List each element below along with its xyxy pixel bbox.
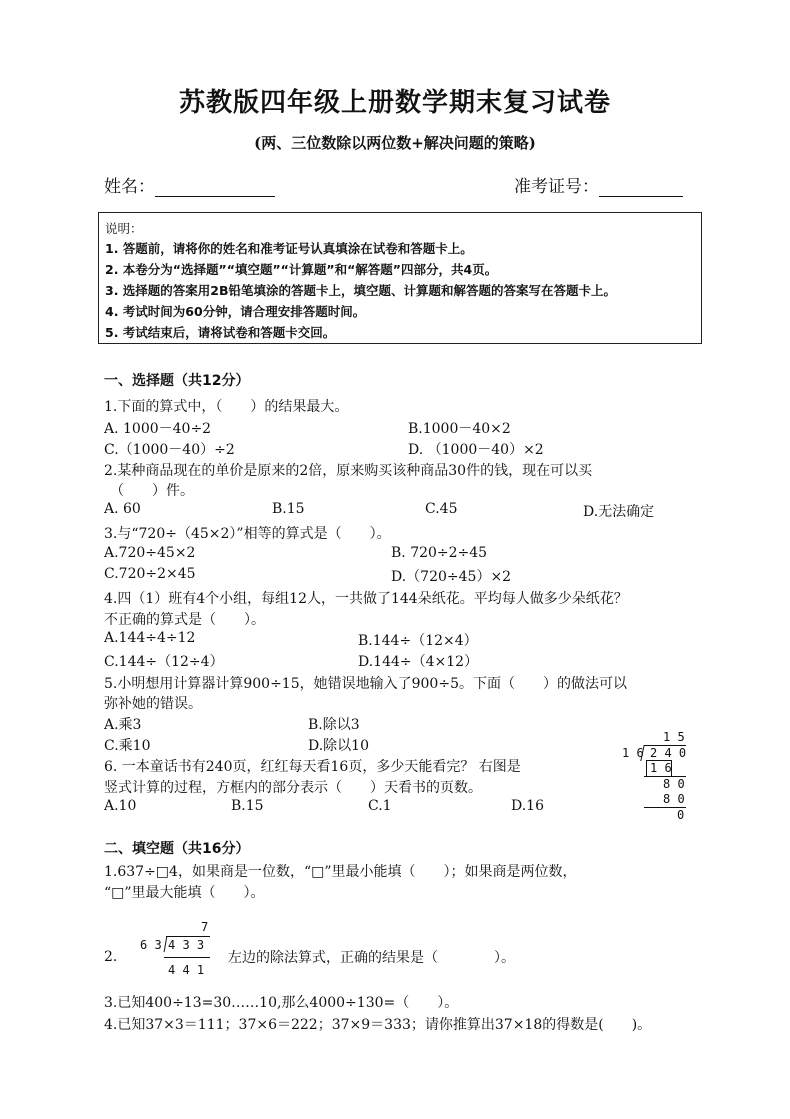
question-stem-cont: “□”里最大能填（ ）。 [104, 885, 265, 901]
id-field[interactable] [514, 172, 683, 197]
division-dividend: 4 3 3 [168, 938, 205, 952]
division-boxed-product: 1 6 [650, 761, 672, 775]
question-stem: 4.已知37×3＝111；37×6＝222；37×9＝333；请你推算出37×18的得数是( )。 [104, 1017, 652, 1033]
option-d[interactable]: D. （1000－40）×2 [408, 442, 544, 458]
option-a[interactable]: A.10 [104, 798, 137, 814]
option-d[interactable]: D.144÷（4×12） [358, 654, 479, 670]
option-a[interactable]: A.144÷4÷12 [104, 630, 196, 646]
notice-item: 5. 考试结束后，请将试卷和答题卡交回。 [105, 325, 336, 340]
notice-heading: 说明： [105, 221, 143, 236]
option-b[interactable]: B.144÷（12×4） [358, 633, 478, 649]
question-stem-cont: 不正确的算式是（ ）。 [104, 612, 265, 628]
question-stem: 3.与“720÷（45×2）”相等的算式是（ ）。 [104, 526, 391, 542]
id-blank[interactable] [599, 178, 683, 197]
section-heading-choice: 一、选择题（共12分） [104, 373, 250, 389]
division-final-remainder: 0 [677, 808, 685, 822]
option-b[interactable]: B. 720÷2÷45 [391, 545, 488, 561]
option-d[interactable]: D.除以10 [308, 738, 369, 754]
question-stem: 左边的除法算式，正确的结果是（ ）。 [228, 950, 515, 966]
division-divisor: 1 6 [622, 746, 644, 760]
option-a[interactable]: A.720÷45×2 [104, 545, 196, 561]
question-stem: 5.小明想用计算器计算900÷15，她错误地输入了900÷5。下面（ ）的做法可以 [104, 676, 627, 692]
option-a[interactable]: A. 60 [104, 501, 141, 517]
option-c[interactable]: C.45 [425, 501, 458, 517]
option-c[interactable]: C.720÷2×45 [104, 566, 196, 582]
option-c[interactable]: C.乘10 [104, 738, 151, 754]
page-title: 苏教版四年级上册数学期末复习试卷 [178, 88, 611, 118]
option-b[interactable]: B.除以3 [308, 717, 360, 733]
question-stem: 3.已知400÷13=30……10,那么4000÷130=（ ）。 [104, 995, 459, 1011]
division-product: 4 4 1 [168, 963, 205, 977]
division-remainder-1: 8 0 [663, 777, 685, 791]
division-bar [166, 936, 210, 937]
division-divisor: 6 3 [140, 938, 162, 952]
division-quotient: 7 [201, 920, 209, 934]
option-a[interactable]: A. 1000－40÷2 [104, 421, 212, 437]
option-b[interactable]: B.15 [231, 798, 264, 814]
question-stem: 1.637÷□4，如果商是一位数，“□”里最小能填（ ）；如果商是两位数， [104, 864, 577, 880]
option-d[interactable]: D.（720÷45）×2 [391, 569, 512, 585]
name-blank[interactable] [155, 178, 275, 197]
option-a[interactable]: A.乘3 [104, 717, 142, 733]
section-heading-fill: 二、填空题（共16分） [104, 841, 250, 857]
division-line [164, 957, 210, 958]
question-stem-cont: 弥补她的错误。 [104, 696, 202, 712]
question-stem-cont: 竖式计算的过程，方框内的部分表示（ ）天看书的页数。 [104, 780, 482, 796]
question-stem: 2.某种商品现在的单价是原来的2倍，原来购买该种商品30件的钱，现在可以买 [104, 463, 593, 479]
notice-item: 4. 考试时间为60分钟，请合理安排答题时间。 [105, 304, 366, 319]
division-quotient: 1 5 [663, 730, 685, 744]
notice-item: 2. 本卷分为“选择题”“填空题”“计算题”和“解答题”四部分，共4页。 [105, 262, 498, 277]
question-stem-cont: （ ）件。 [110, 483, 194, 499]
name-label: 姓名： [104, 177, 155, 197]
notice-box [98, 212, 702, 344]
question-stem: 1.下面的算式中，（ ）的结果最大。 [104, 399, 349, 415]
notice-item: 1. 答题前，请将你的姓名和准考证号认真填涂在试卷和答题卡上。 [105, 241, 473, 256]
option-d[interactable]: D.16 [511, 798, 544, 814]
division-dividend: 2 4 0 [650, 746, 687, 760]
option-b[interactable]: B.15 [272, 501, 305, 517]
question-number: 2. [104, 949, 118, 965]
option-c[interactable]: C.（1000－40）÷2 [104, 442, 235, 458]
notice-item: 3. 选择题的答案用2B铅笔填涂的答题卡上，填空题、计算题和解答题的答案写在答题卡上。 [105, 283, 617, 298]
option-d[interactable]: D.无法确定 [583, 504, 655, 520]
option-c[interactable]: C.1 [368, 798, 392, 814]
page-subtitle: (两、三位数除以两位数+解决问题的策略) [254, 134, 536, 152]
id-label: 准考证号： [514, 177, 599, 197]
division-product-2: 8 0 [663, 792, 685, 806]
division-bracket [164, 936, 168, 952]
option-c[interactable]: C.144÷（12÷4） [104, 654, 224, 670]
name-field[interactable] [104, 172, 275, 197]
question-stem: 4.四（1）班有4个小组，每组12人，一共做了144朵纸花。平均每人做多少朵纸花？ [104, 591, 628, 607]
option-b[interactable]: B.1000－40×2 [408, 421, 511, 437]
question-stem: 6. 一本童话书有240页，红红每天看16页，多少天能看完？ 右图是 [104, 759, 521, 775]
